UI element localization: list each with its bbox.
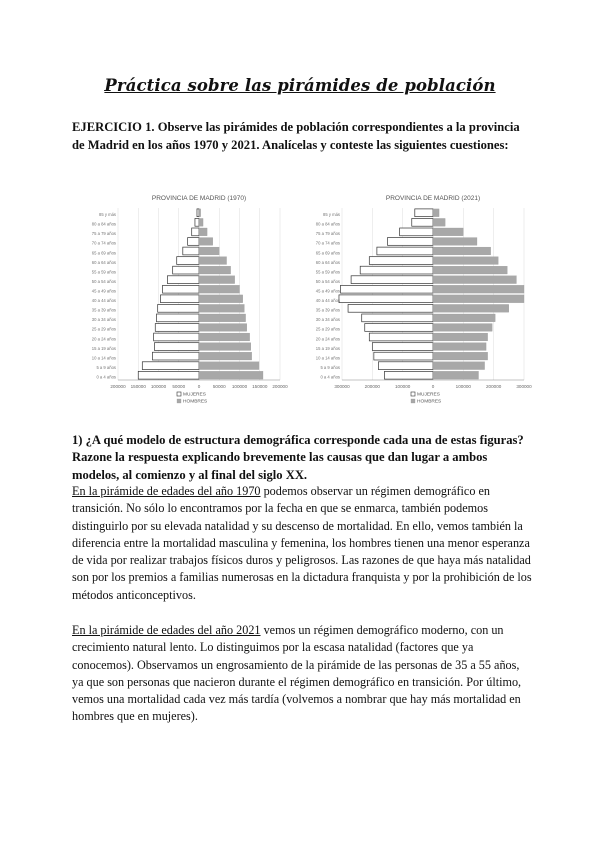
category-label: 10 a 14 años	[91, 355, 116, 361]
bar-mujeres	[195, 218, 199, 226]
bar-hombres	[433, 314, 495, 322]
bar-hombres	[199, 218, 203, 226]
x-tick-label: 150000	[252, 384, 268, 389]
category-label: 45 a 49 años	[315, 288, 340, 294]
bar-hombres	[199, 304, 244, 312]
x-tick-label: 200000	[364, 384, 381, 389]
category-label: 25 a 29 años	[315, 326, 340, 332]
category-label: 75 a 79 años	[315, 231, 340, 237]
x-tick-label: 0	[197, 384, 201, 389]
bar-mujeres	[138, 371, 199, 379]
pyramid-1970-figure	[88, 190, 288, 416]
bar-hombres	[433, 343, 486, 351]
bar-mujeres	[340, 285, 433, 293]
bar-hombres	[433, 218, 445, 226]
bar-hombres	[199, 352, 252, 360]
bar-hombres	[433, 352, 488, 360]
bar-hombres	[199, 285, 240, 293]
bar-mujeres	[156, 314, 199, 322]
bar-hombres	[199, 276, 235, 284]
category-label: 45 a 49 años	[91, 288, 116, 294]
bar-mujeres	[152, 352, 199, 360]
bar-mujeres	[415, 209, 433, 217]
bar-hombres	[433, 295, 524, 303]
bar-mujeres	[155, 324, 199, 332]
bar-mujeres	[351, 276, 433, 284]
bar-mujeres	[167, 276, 199, 284]
pyramid-1970-chart	[88, 190, 288, 416]
category-label: 10 a 14 años	[315, 355, 340, 361]
bar-hombres	[433, 285, 524, 293]
bar-mujeres	[365, 324, 433, 332]
category-label: 60 a 64 años	[315, 259, 340, 265]
legend-swatch-mujeres	[177, 392, 181, 396]
category-label: 85 y más	[99, 212, 116, 218]
bar-mujeres	[183, 247, 199, 255]
bar-mujeres	[400, 228, 433, 236]
bar-hombres	[199, 371, 263, 379]
bar-mujeres	[374, 352, 433, 360]
bar-mujeres	[388, 238, 434, 246]
category-label: 20 a 24 años	[315, 336, 340, 342]
category-label: 20 a 24 años	[91, 336, 116, 342]
x-tick-label: 150000	[130, 384, 146, 389]
category-label: 50 a 54 años	[91, 278, 116, 284]
category-label: 5 a 9 años	[320, 364, 340, 370]
category-label: 65 a 69 años	[91, 250, 116, 256]
bar-hombres	[433, 228, 463, 236]
answer-2021-text: vemos un régimen demográfico moderno, con un crecimiento natural lento. Lo distinguimos por la escasa natalidad (factores que ya conocemos). Observamos un engrosamiento de la pirámide de las personas de 35 a 55 años, ya que son personas que nacieron durante el régimen demográfico en transición. Por último, vemos una mortalidad cada vez más tardía (volvemos a nombrar que hay más mortalidad en hombres que en mujeres).	[72, 623, 522, 724]
chart-title: PROVINCIA DE MADRID (1970)	[151, 195, 247, 202]
category-label: 0 a 4 años	[96, 374, 116, 380]
bar-hombres	[199, 362, 259, 370]
bar-mujeres	[377, 247, 433, 255]
x-tick-label: 50000	[212, 384, 226, 389]
bar-mujeres	[161, 295, 199, 303]
bar-mujeres	[384, 371, 433, 379]
exercise-statement: EJERCICIO 1. Observe las pirámides de población correspondientes a la provincia de Madrid en los años 1970 y 2021. Analícelas y conteste las siguientes cuestiones:	[72, 120, 520, 152]
x-tick-label: 100000	[455, 384, 472, 389]
x-tick-label: 100000	[150, 384, 167, 389]
bar-hombres	[199, 333, 250, 341]
category-label: 15 a 19 años	[91, 345, 116, 351]
bar-hombres	[433, 238, 477, 246]
bar-hombres	[199, 324, 247, 332]
category-label: 50 a 54 años	[315, 278, 340, 284]
bar-hombres	[433, 304, 509, 312]
category-label: 40 a 44 años	[91, 298, 116, 304]
legend-swatch-hombres	[411, 399, 415, 403]
answer-2021-lead: En la pirámide de edades del año 2021	[72, 623, 261, 637]
bar-mujeres	[154, 333, 199, 341]
x-tick-label: 200000	[485, 384, 502, 389]
category-label: 55 a 59 años	[91, 269, 116, 275]
page-title: Práctica sobre las pirámides de población	[104, 76, 496, 95]
bar-mujeres	[369, 257, 433, 265]
x-tick-label: 300000	[334, 384, 350, 389]
legend-label-mujeres: MUJERES	[417, 392, 440, 398]
category-label: 40 a 44 años	[315, 298, 340, 304]
bar-hombres	[199, 228, 207, 236]
bar-mujeres	[158, 304, 199, 312]
legend-swatch-hombres	[177, 399, 181, 403]
bar-hombres	[199, 247, 219, 255]
bar-hombres	[199, 238, 213, 246]
category-label: 65 a 69 años	[315, 250, 340, 256]
bar-hombres	[433, 266, 507, 274]
answer-paragraph-2021	[72, 622, 532, 726]
answer-paragraph-1970	[72, 483, 532, 604]
category-label: 0 a 4 años	[320, 374, 340, 380]
bar-hombres	[433, 362, 485, 370]
answer-1970-lead: En la pirámide de edades del año 1970	[72, 484, 261, 498]
bar-hombres	[433, 247, 491, 255]
bar-hombres	[199, 257, 227, 265]
bar-hombres	[199, 314, 246, 322]
x-tick-label: 50000	[172, 384, 186, 389]
category-label: 35 a 39 años	[315, 307, 340, 313]
bar-hombres	[199, 266, 231, 274]
legend-label-mujeres: MUJERES	[183, 392, 206, 398]
bar-hombres	[433, 324, 492, 332]
bar-mujeres	[362, 314, 433, 322]
bar-mujeres	[173, 266, 199, 274]
bar-mujeres	[197, 209, 199, 217]
category-label: 75 a 79 años	[91, 231, 116, 237]
bar-mujeres	[369, 333, 433, 341]
category-label: 60 a 64 años	[91, 259, 116, 265]
bar-mujeres	[348, 304, 433, 312]
x-tick-label: 100000	[231, 384, 248, 389]
bar-mujeres	[154, 343, 199, 351]
bar-mujeres	[142, 362, 199, 370]
bar-mujeres	[163, 285, 199, 293]
x-tick-label: 0	[431, 384, 435, 389]
category-label: 25 a 29 años	[91, 326, 116, 332]
x-tick-label: 300000	[516, 384, 532, 389]
bar-mujeres	[339, 295, 433, 303]
category-label: 30 a 34 años	[315, 317, 340, 323]
category-label: 70 a 74 años	[315, 240, 340, 246]
chart-title: PROVINCIA DE MADRID (2021)	[385, 195, 481, 202]
bar-mujeres	[192, 228, 199, 236]
bar-mujeres	[188, 238, 199, 246]
x-tick-label: 100000	[394, 384, 411, 389]
bar-hombres	[433, 276, 516, 284]
category-label: 30 a 34 años	[91, 317, 116, 323]
x-tick-label: 200000	[110, 384, 126, 389]
legend-swatch-mujeres	[411, 392, 415, 396]
bar-mujeres	[177, 257, 199, 265]
x-tick-label: 200000	[272, 384, 288, 389]
question-1: 1) ¿A qué modelo de estructura demográfica corresponde cada una de estas figuras? Razone la respuesta explicando brevemente las causas que dan lugar a ambos modelos, al comienzo y al final del siglo XX.	[72, 433, 524, 482]
category-label: 35 a 39 años	[91, 307, 116, 313]
bar-hombres	[199, 209, 201, 217]
bar-hombres	[433, 209, 439, 217]
category-label: 85 y más	[323, 212, 340, 218]
bar-mujeres	[378, 362, 433, 370]
category-label: 80 a 84 años	[315, 221, 340, 227]
category-label: 80 a 84 años	[91, 221, 116, 227]
category-label: 5 a 9 años	[96, 364, 116, 370]
category-label: 70 a 74 años	[91, 240, 116, 246]
bar-mujeres	[412, 218, 433, 226]
answer-1970-text: podemos observar un régimen demográfico en transición. No sólo lo encontramos por la fecha en que se enmarca, también podemos distinguirlo por su elevada natalidad y su descenso de mortalidad. En ello, vemos también la diferencia entre la mortalidad masculina y femenina, los hombres tienen una menor esperanza de vida por realizar trabajos físicos duros y peligrosos. Las razones de que haya más natalidad son por los premios a familias numerosas en la dictadura franquista y por la prohibición de los métodos anticonceptivos.	[72, 484, 532, 602]
bar-mujeres	[360, 266, 433, 274]
category-label: 55 a 59 años	[315, 269, 340, 275]
bar-hombres	[199, 343, 251, 351]
bar-hombres	[433, 333, 488, 341]
legend-label-hombres: HOMBRES	[183, 399, 208, 405]
legend-label-hombres: HOMBRES	[417, 399, 442, 405]
category-label: 15 a 19 años	[315, 345, 340, 351]
pyramid-2021-chart	[308, 190, 530, 416]
bar-mujeres	[372, 343, 433, 351]
bar-hombres	[433, 257, 498, 265]
pyramid-2021-figure	[308, 190, 530, 416]
bar-hombres	[199, 295, 243, 303]
bar-hombres	[433, 371, 479, 379]
